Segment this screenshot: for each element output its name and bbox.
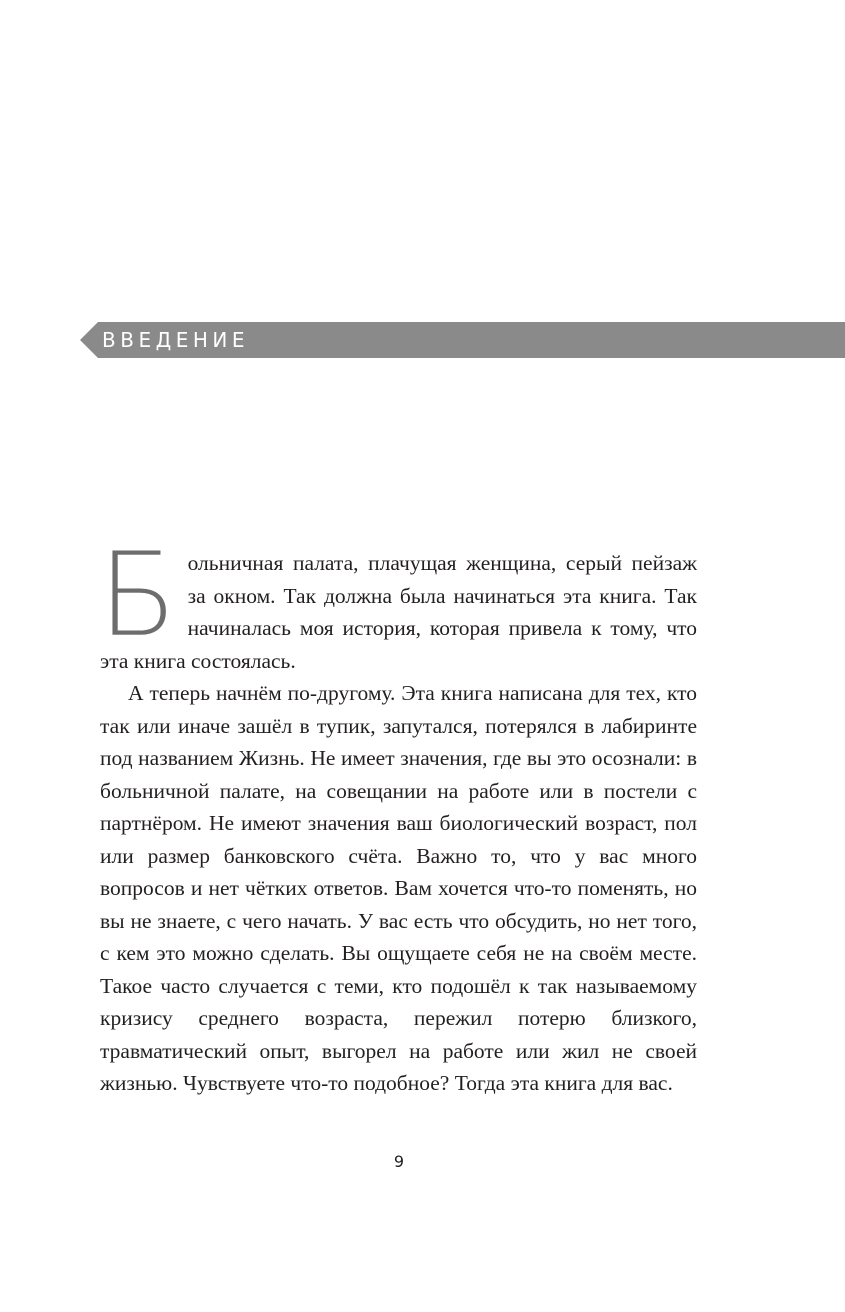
paragraph-2: А теперь начнём по-другому. Эта книга написана для тех, кто так или иначе зашёл в тупик, запутался, потерялся в лабиринте под названием Жизнь. Не имеет значения, где вы это осознали: в больничной палате, на совещании на работе или в постели с партнёром. Не имеют значения ваш биологический возраст, пол или размер банковского счёта. Важно то, что у вас много вопросов и нет чётких ответов. Вам хочется что-то поменять, но вы не знаете, с чего начать. У вас есть что обсудить, но нет того, с кем это можно сделать. Вы ощущаете себя не на своём месте. Такое часто случается с теми, кто подошёл к так называемому кризису среднего возраста, пережил потерю близкого, травматический опыт, выгорел на работе или жил не своей жизнью. Чувствуете что-то подобное? Тогда эта книга для вас.	[100, 681, 697, 1095]
drop-cap: Б	[98, 528, 178, 663]
page-number: 9	[393, 1152, 405, 1171]
body-text	[98, 528, 697, 1100]
chapter-title: ВВЕДЕНИЕ	[102, 328, 249, 352]
paragraph-1	[98, 528, 697, 677]
paragraph-1-text: ольничная палата, плачущая женщина, серый пейзаж за окном. Так должна была начинаться эта книга. Так начиналась моя история, которая привела к тому, что эта книга состоялась.	[100, 551, 697, 673]
